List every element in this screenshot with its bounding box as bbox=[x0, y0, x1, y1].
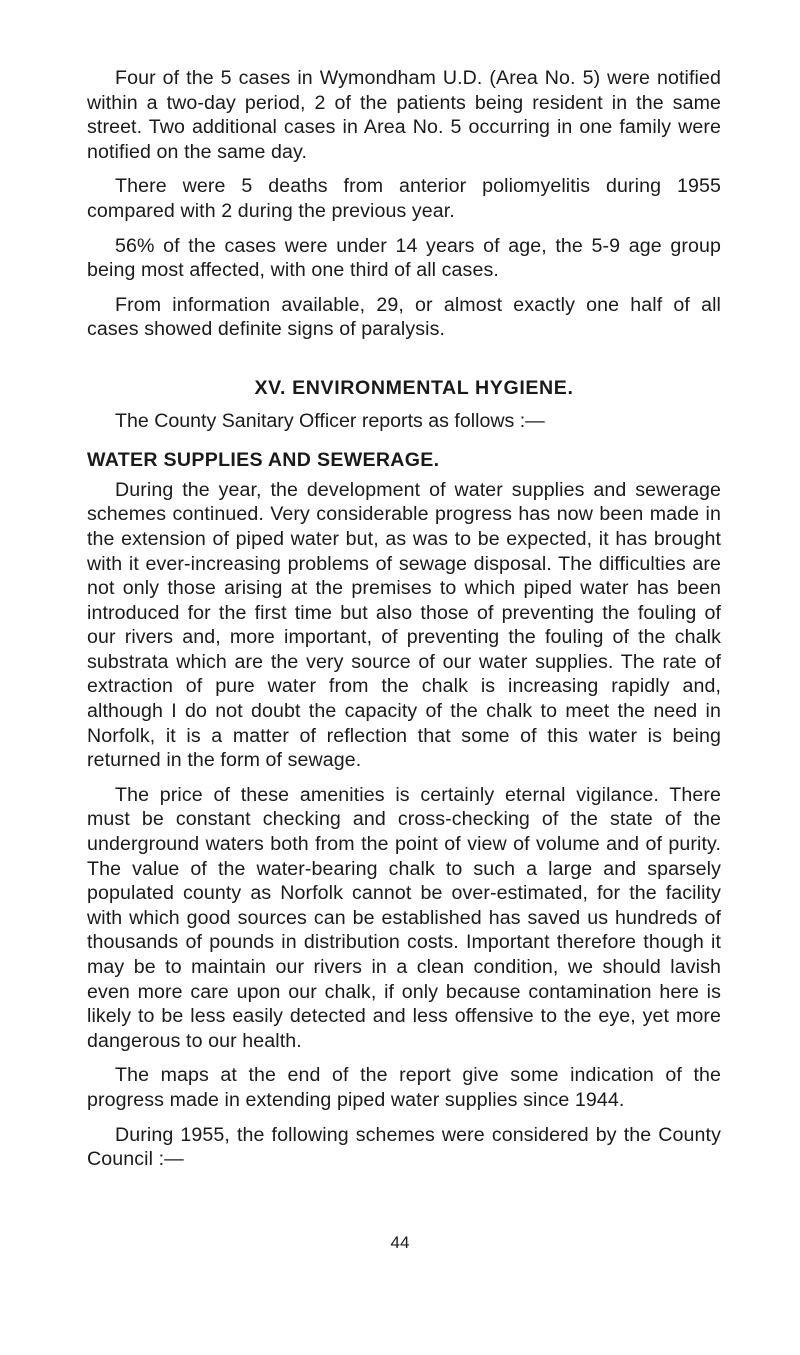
paragraph-deaths: There were 5 deaths from anterior poliomyelitis during 1955 compared with 2 during the previous year. bbox=[87, 175, 721, 222]
section-title: XV. ENVIRONMENTAL HYGIENE. bbox=[254, 376, 574, 399]
section-intro: The County Sanitary Officer reports as follows :— bbox=[115, 409, 545, 432]
paragraph-paralysis: From information available, 29, or almost exactly one half of all cases showed definite signs of paralysis. bbox=[87, 293, 721, 341]
paragraph-water-development: During the year, the development of water supplies and sewerage schemes continued. Very considerable progress has now been made in the extension of piped water but, as was to be expected, it has brought with it ever-increasing problems of sewage disposal. The difficulties are not only those arising at the premises to which piped water has been introduced for the first time but also those of preventing the fouling of our rivers and, more important, of preventing the fouling of the chalk substrata which are the very source of our water supplies. The rate of extraction of pure water from the chalk is increasing rapidly and, although I do not doubt the capacity of the chalk to meet the need in Norfolk, it is a matter of reflection that some of this water is being returned in the form of sewage. bbox=[87, 478, 721, 772]
subheading-water-supplies: WATER SUPPLIES AND SEWERAGE. bbox=[87, 449, 440, 472]
paragraph-age-groups: 56% of the cases were under 14 years of age, the 5-9 age group being most affected, with one third of all cases. bbox=[87, 234, 721, 282]
paragraph-wymondham-cases: Four of the 5 cases in Wymondham U.D. (Area No. 5) were notified within a two-day period, 2 of the patients being resident in the same street. Two additional cases in Area No. 5 occurring in one family were notified on the same day. bbox=[87, 67, 721, 163]
document-page bbox=[87, 66, 721, 1172]
paragraph-maps: The maps at the end of the report give some indication of the progress made in extending piped water supplies since 1944. bbox=[87, 1064, 721, 1111]
paragraph-eternal-vigilance: The price of these amenities is certainly eternal vigilance. There must be constant checking and cross-checking of the state of the underground waters both from the point of view of volume and of purity. The value of the water-bearing chalk to such a large and sparsely populated county as Norfolk cannot be over-estimated, for the facility with which good sources can be established has saved us hundreds of thousands of pounds in distribution costs. Important therefore though it may be to maintain our rivers in a clean condition, we should lavish even more care upon our chalk, if only because contamination here is likely to be less easily detected and less offensive to the eye, yet more dangerous to our health. bbox=[87, 783, 721, 1052]
paragraph-schemes: During 1955, the following schemes were considered by the County Council :— bbox=[87, 1123, 721, 1171]
page-number: 44 bbox=[390, 1233, 410, 1252]
